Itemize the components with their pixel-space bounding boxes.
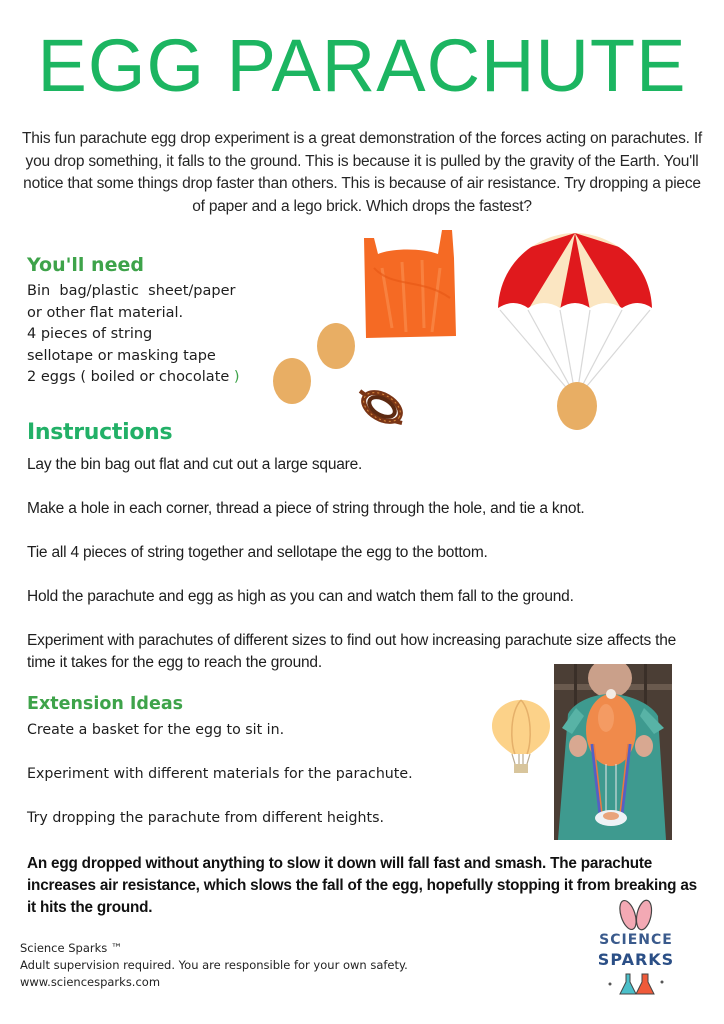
materials-item: Bin bag/plastic sheet/paper [27, 283, 236, 299]
materials-item: 4 pieces of string [27, 326, 153, 342]
flasks-icon [596, 970, 676, 998]
intro-paragraph: This fun parachute egg drop experiment is a great demonstration of the forces acting on parachutes. If you drop something, it falls to the ground. This is because it is pulled by the gravity of the Earth. You'll notice that some things drop faster than others. This is because of air resistance. Try dropping a piece of paper and a lego brick. Which drops the fastest? [21, 130, 703, 215]
instruction-step: Experiment with parachutes of different sizes to find out how increasing parachute size affects the time it takes for the egg to reach the ground. [27, 632, 677, 671]
youll-need-heading: You'll need [27, 254, 144, 276]
materials-item: sellotape or masking tape [27, 347, 216, 364]
materials-item: or other flat material. [27, 304, 184, 321]
girl-holding-parachute-photo [554, 664, 672, 840]
instruction-step: Lay the bin bag out flat and cut out a large square. [27, 456, 363, 473]
plastic-bag-icon [362, 228, 458, 340]
science-sparks-logo [596, 898, 676, 998]
egg-icon [272, 353, 312, 405]
logo-line-1: SCIENCE [599, 932, 673, 948]
footer-website-link[interactable]: www.sciencesparks.com [20, 975, 161, 989]
extension-ideas-heading: Extension Ideas [27, 694, 184, 714]
egg-icon [316, 318, 356, 370]
bunny-ears-icon [596, 898, 676, 932]
materials-item-text: 2 eggs ( boiled or chocolate [27, 369, 234, 385]
page-title: EGG PARACHUTE [37, 24, 687, 107]
extension-idea: Create a basket for the egg to sit in. [27, 722, 285, 738]
conclusion-paragraph: An egg dropped without anything to slow it down will fall fast and smash. The parachute increases air resistance, which slows the fall of the egg, hopefully stopping it from breaking as it hits the ground. [27, 855, 697, 916]
instructions-heading: Instructions [27, 420, 173, 445]
footer [20, 940, 480, 991]
photo-image [554, 664, 672, 840]
instructions-list [27, 454, 707, 696]
extension-idea: Try dropping the parachute from different heights. [27, 810, 385, 826]
extension-ideas-list [27, 719, 467, 851]
extension-idea: Experiment with different materials for the parachute. [27, 766, 413, 782]
hot-air-balloon-icon [490, 698, 552, 778]
instruction-step: Hold the parachute and egg as high as you can and watch them fall to the ground. [27, 588, 574, 605]
logo-line-2: SPARKS [597, 950, 675, 969]
footer-disclaimer: Adult supervision required. You are responsible for your own safety. [20, 958, 408, 972]
closing-paren: ) [233, 369, 240, 385]
instruction-step: Tie all 4 pieces of string together and sellotape the egg to the bottom. [27, 544, 488, 561]
instruction-step: Make a hole in each corner, thread a piece of string through the hole, and tie a knot. [27, 500, 585, 517]
materials-item-eggs [27, 367, 267, 389]
parachute-icon [490, 230, 660, 430]
footer-brand: Science Sparks ™ [20, 941, 123, 955]
string-coil-icon [354, 383, 408, 425]
materials-list [27, 281, 267, 389]
